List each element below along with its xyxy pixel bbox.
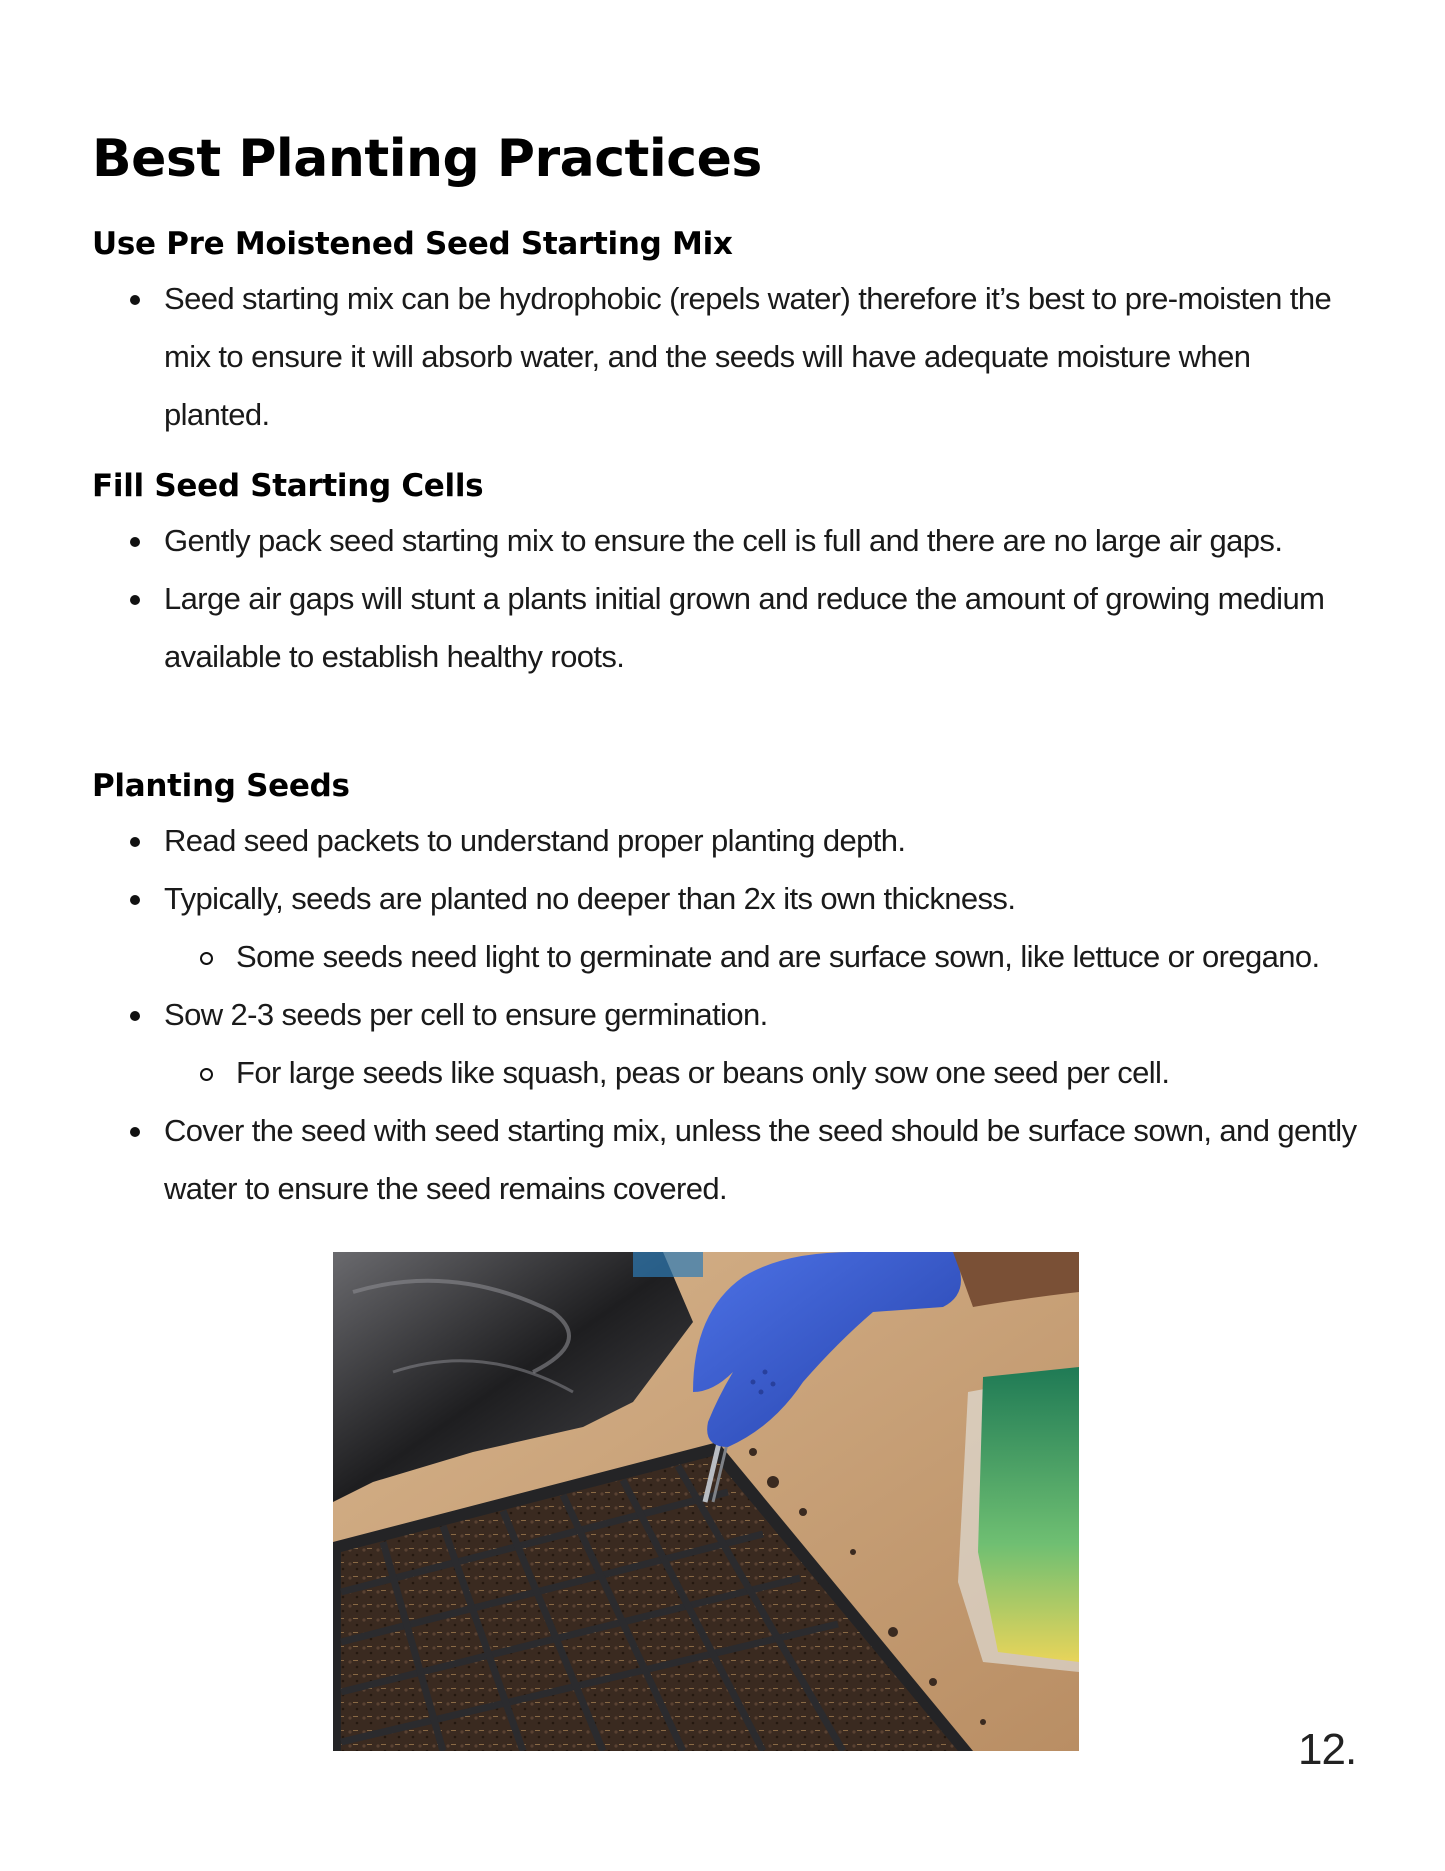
bullet-text: Typically, seeds are planted no deeper than 2x its own thickness. [164, 881, 1016, 916]
sub-bullet-item: Some seeds need light to germinate and are surface sown, like lettuce or oregano. [164, 928, 1362, 986]
sprouted-moss [978, 1367, 1079, 1662]
section-planting-seeds [92, 760, 1362, 1218]
section-fill-cells [92, 460, 1362, 686]
page-number: 12. [1298, 1725, 1357, 1774]
bullet-list [92, 986, 1362, 1044]
bullet-item: Gently pack seed starting mix to ensure the cell is full and there are no large air gaps. [92, 512, 1362, 570]
bullet-item: Sow 2-3 seeds per cell to ensure germination. [92, 986, 1362, 1044]
section-heading: Planting Seeds [92, 768, 350, 804]
bullet-list [92, 1102, 1362, 1218]
section-pre-moistened-mix [92, 218, 1362, 444]
bullet-item: Seed starting mix can be hydrophobic (repels water) therefore it’s best to pre-moisten the mix to ensure it will absorb water, and the seeds will have adequate moisture when planted. [92, 270, 1362, 444]
bullet-item: Large air gaps will stunt a plants initial grown and reduce the amount of growing medium available to establish healthy roots. [92, 570, 1362, 686]
sub-bullet-list [92, 1044, 1362, 1102]
photo-illustration [333, 1252, 1079, 1751]
bullet-list [92, 812, 1362, 928]
bullet-item: Read seed packets to understand proper planting depth. [92, 812, 1362, 870]
section-heading: Use Pre Moistened Seed Starting Mix [92, 226, 733, 262]
section-heading: Fill Seed Starting Cells [92, 468, 484, 504]
bullet-list [92, 512, 1362, 686]
bullet-item: Cover the seed with seed starting mix, unless the seed should be surface sown, and gently water to ensure the seed remains covered. [92, 1102, 1362, 1218]
bullet-item [92, 870, 1362, 928]
seed-sowing-photo [333, 1252, 1079, 1751]
bullet-list [92, 270, 1362, 444]
sub-bullet-item: For large seeds like squash, peas or beans only sow one seed per cell. [164, 1044, 1362, 1102]
sub-bullet-list [92, 928, 1362, 986]
page-title: Best Planting Practices [92, 129, 762, 189]
